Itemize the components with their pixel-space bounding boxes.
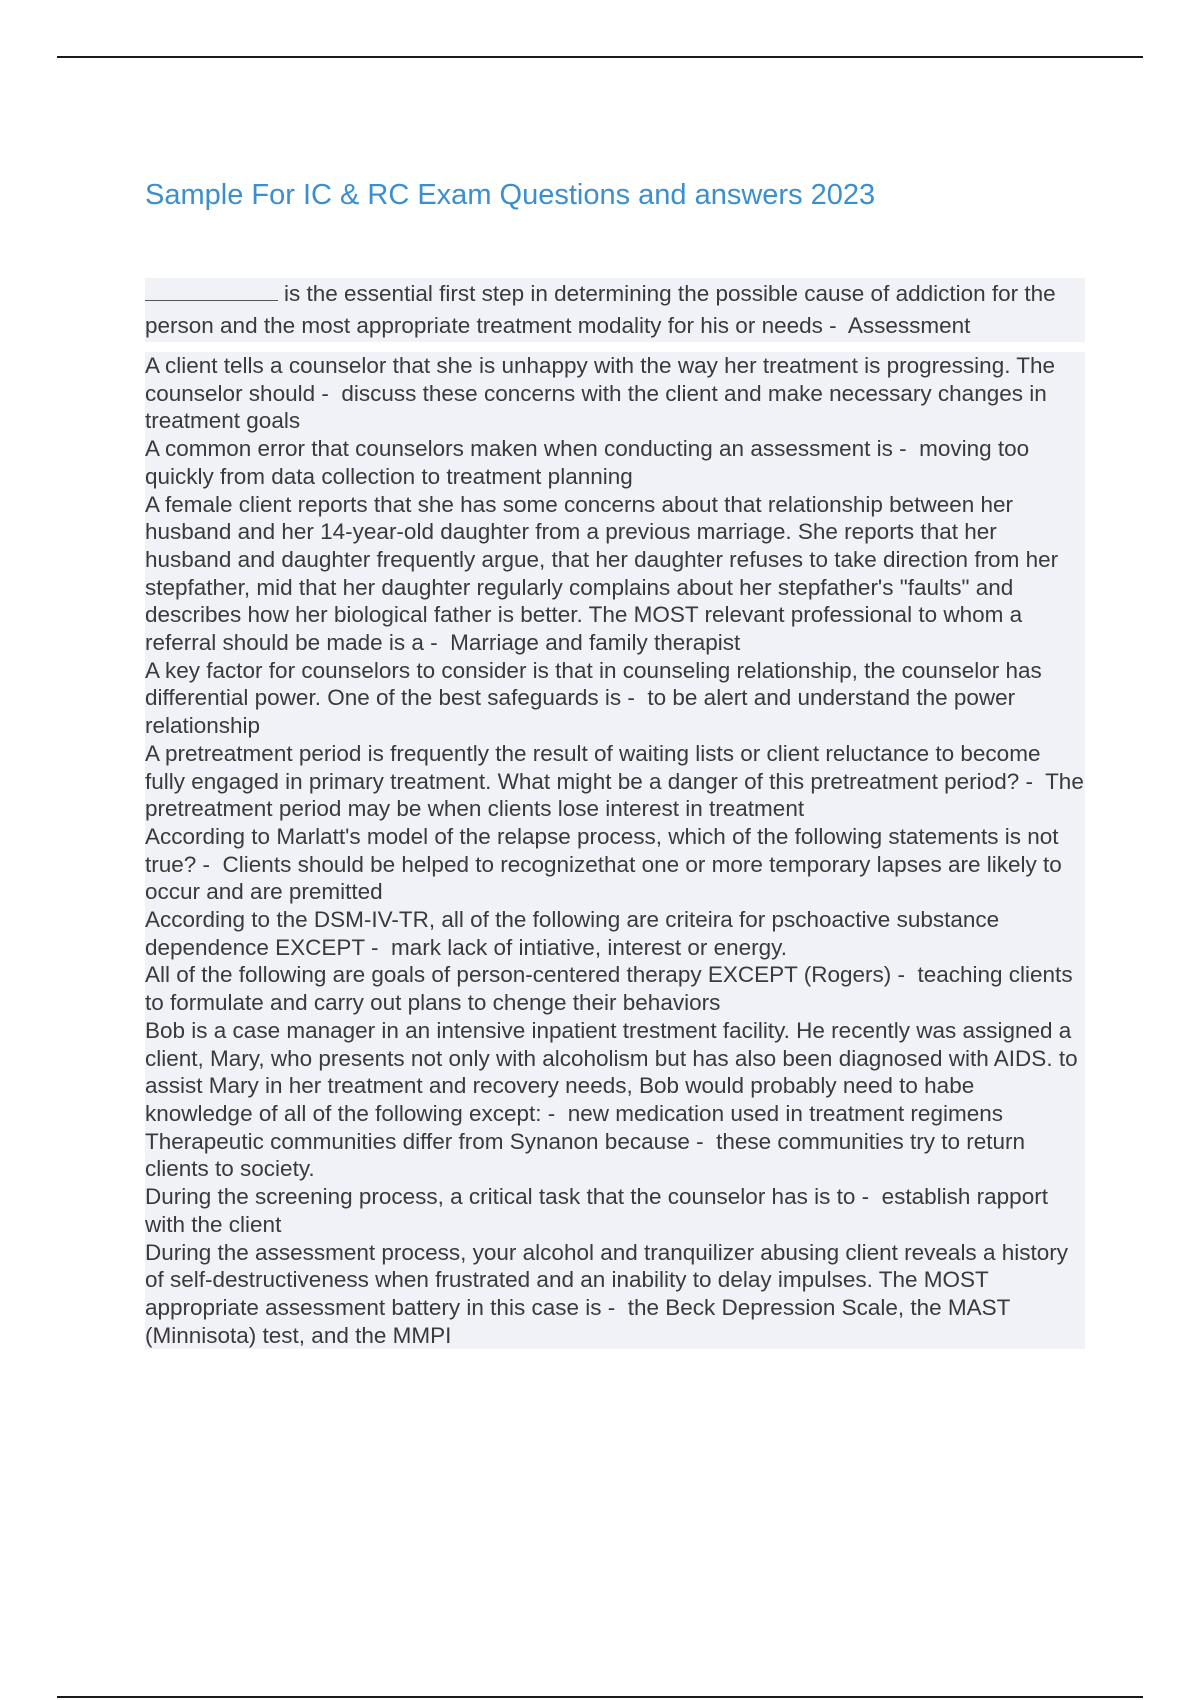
item-question: is the essential first step in determining the possible cause of addiction for the person and the most appropriate treatment modality for his or needs: [145, 281, 1056, 338]
top-rule: [57, 56, 1143, 58]
qa-item: Therapeutic communities differ from Synanon because - these communities try to return clients to society.: [145, 1128, 1085, 1183]
item-answer: establish rapport with the client: [145, 1184, 1048, 1237]
item-question: A female client reports that she has some concerns about that relationship between her husband and her 14-year-old daughter from a previous marriage. She reports that her husband and daughter frequently argue, that her daughter refuses to take direction from her stepfather, mid that her daughter regularly complains about her stepfather's "faults" and describes how her biological father is better. The MOST relevant professional to whom a referral should be made is a: [145, 491, 1059, 656]
item-question: According to Marlatt's model of the relapse process, which of the following statements is not true?: [145, 823, 1059, 877]
first-qa-item: is the essential first step in determining the possible cause of addiction for the person and the most appropriate treatment modality for his or needs - Assessment: [145, 278, 1085, 342]
item-question: During the assessment process, your alcohol and tranquilizer abusing client reveals a history of self-destructiveness when frustrated and an inability to delay impulses. The MOST appropriate assessment battery in this case is: [145, 1239, 1068, 1320]
item-question: According to the DSM-IV-TR, all of the following are criteira for pschoactive substance dependence EXCEPT: [145, 907, 1000, 960]
qa-item: All of the following are goals of person-centered therapy EXCEPT (Rogers) - teaching clients to formulate and carry out plans to chenge their behaviors: [145, 961, 1085, 1016]
item-answer: Marriage and family therapist: [450, 630, 741, 656]
item-answer: moving too quickly from data collection to treatment planning: [145, 436, 1030, 489]
item-answer: the Beck Depression Scale, the MAST (Minnisota) test, and the MMPI: [145, 1294, 1011, 1348]
item-answer: The pretreatment period may be when clients lose interest in treatment: [145, 768, 1084, 822]
item-answer: these communities try to return clients to society.: [145, 1128, 1025, 1182]
qa-item: A female client reports that she has some concerns about that relationship between her husband and her 14-year-old daughter from a previous marriage. She reports that her husband and daughter frequently argue, that her daughter refuses to take direction from her stepfather, mid that her daughter regularly complains about her stepfather's "faults" and describes how her biological father is better. The MOST relevant professional to whom a referral should be made is a - Marriage and family therapist: [145, 491, 1085, 657]
qa-item: A client tells a counselor that she is unhappy with the way her treatment is progressing. The counselor should - discuss these concerns with the client and make necessary changes in treatment goals: [145, 352, 1085, 435]
item-question: A pretreatment period is frequently the result of waiting lists or client reluctance to become fully engaged in primary treatment. What might be a danger of this pretreatment period?: [145, 740, 1041, 794]
qa-item: During the screening process, a critical task that the counselor has is to - establish rapport with the client: [145, 1183, 1085, 1238]
item-answer: to be alert and understand the power relationship: [145, 685, 1016, 739]
qa-item: During the assessment process, your alcohol and tranquilizer abusing client reveals a history of self-destructiveness when frustrated and an inability to delay impulses. The MOST appropriate assessment battery in this case is - the Beck Depression Scale, the MAST (Minnisota) test, and the MMPI: [145, 1239, 1085, 1350]
item-question: Bob is a case manager in an intensive inpatient trestment facility. He recently was assigned a client, Mary, who presents not only with alcoholism but has also been diagnosed with AIDS. to assist Mary in her treatment and recovery needs, Bob would probably need to habe knowledge of all of the following except:: [145, 1017, 1078, 1126]
item-question: A common error that counselors maken when conducting an assessment is: [145, 436, 893, 462]
qa-item: A common error that counselors maken when conducting an assessment is - moving too quickly from data collection to treatment planning: [145, 435, 1085, 490]
item-question: A client tells a counselor that she is unhappy with the way her treatment is progressing. The counselor should: [145, 353, 1056, 406]
qa-item: Bob is a case manager in an intensive inpatient trestment facility. He recently was assigned a client, Mary, who presents not only with alcoholism but has also been diagnosed with AIDS. to assist Mary in her treatment and recovery needs, Bob would probably need to habe knowledge of all of the following except: - new medication used in treatment regimens: [145, 1017, 1085, 1128]
item-answer: Assessment: [847, 313, 971, 338]
qa-item: According to the DSM-IV-TR, all of the following are criteira for pschoactive substance dependence EXCEPT - mark lack of intiative, interest or energy.: [145, 906, 1085, 961]
qa-item: A pretreatment period is frequently the result of waiting lists or client reluctance to become fully engaged in primary treatment. What might be a danger of this pretreatment period? - The pretreatment period may be when clients lose interest in treatment: [145, 740, 1084, 822]
qa-item: According to Marlatt's model of the relapse process, which of the following statements is not true? - Clients should be helped to recognizethat one or more temporary lapses are likely to occur and are premitted: [145, 823, 1085, 906]
item-answer: mark lack of intiative, interest or energy.: [391, 934, 787, 960]
document-title: Sample For IC & RC Exam Questions and answers 2023: [145, 179, 876, 211]
item-question: During the screening process, a critical task that the counselor has is to: [145, 1184, 856, 1210]
item-question: A key factor for counselors to consider is that in counseling relationship, the counselor has differential power. One of the best safeguards is: [145, 657, 1042, 711]
document-body: [145, 278, 1085, 1349]
item-answer: new medication used in treatment regimens: [567, 1100, 1003, 1126]
item-question: Therapeutic communities differ from Synanon because: [145, 1128, 690, 1154]
fill-in-blank: [145, 280, 278, 301]
bottom-rule: [57, 1696, 1143, 1698]
item-answer: Clients should be helped to recognizethat one or more temporary lapses are likely to occur and are premitted: [145, 851, 1062, 905]
item-answer: teaching clients to formulate and carry out plans to chenge their behaviors: [145, 962, 1073, 1016]
item-question: All of the following are goals of person-centered therapy EXCEPT (Rogers): [145, 962, 892, 988]
qa-list: [145, 352, 1085, 1349]
item-answer: discuss these concerns with the client and make necessary changes in treatment goals: [145, 380, 1047, 434]
qa-item: A key factor for counselors to consider is that in counseling relationship, the counselor has differential power. One of the best safeguards is - to be alert and understand the power relationship: [145, 657, 1085, 740]
